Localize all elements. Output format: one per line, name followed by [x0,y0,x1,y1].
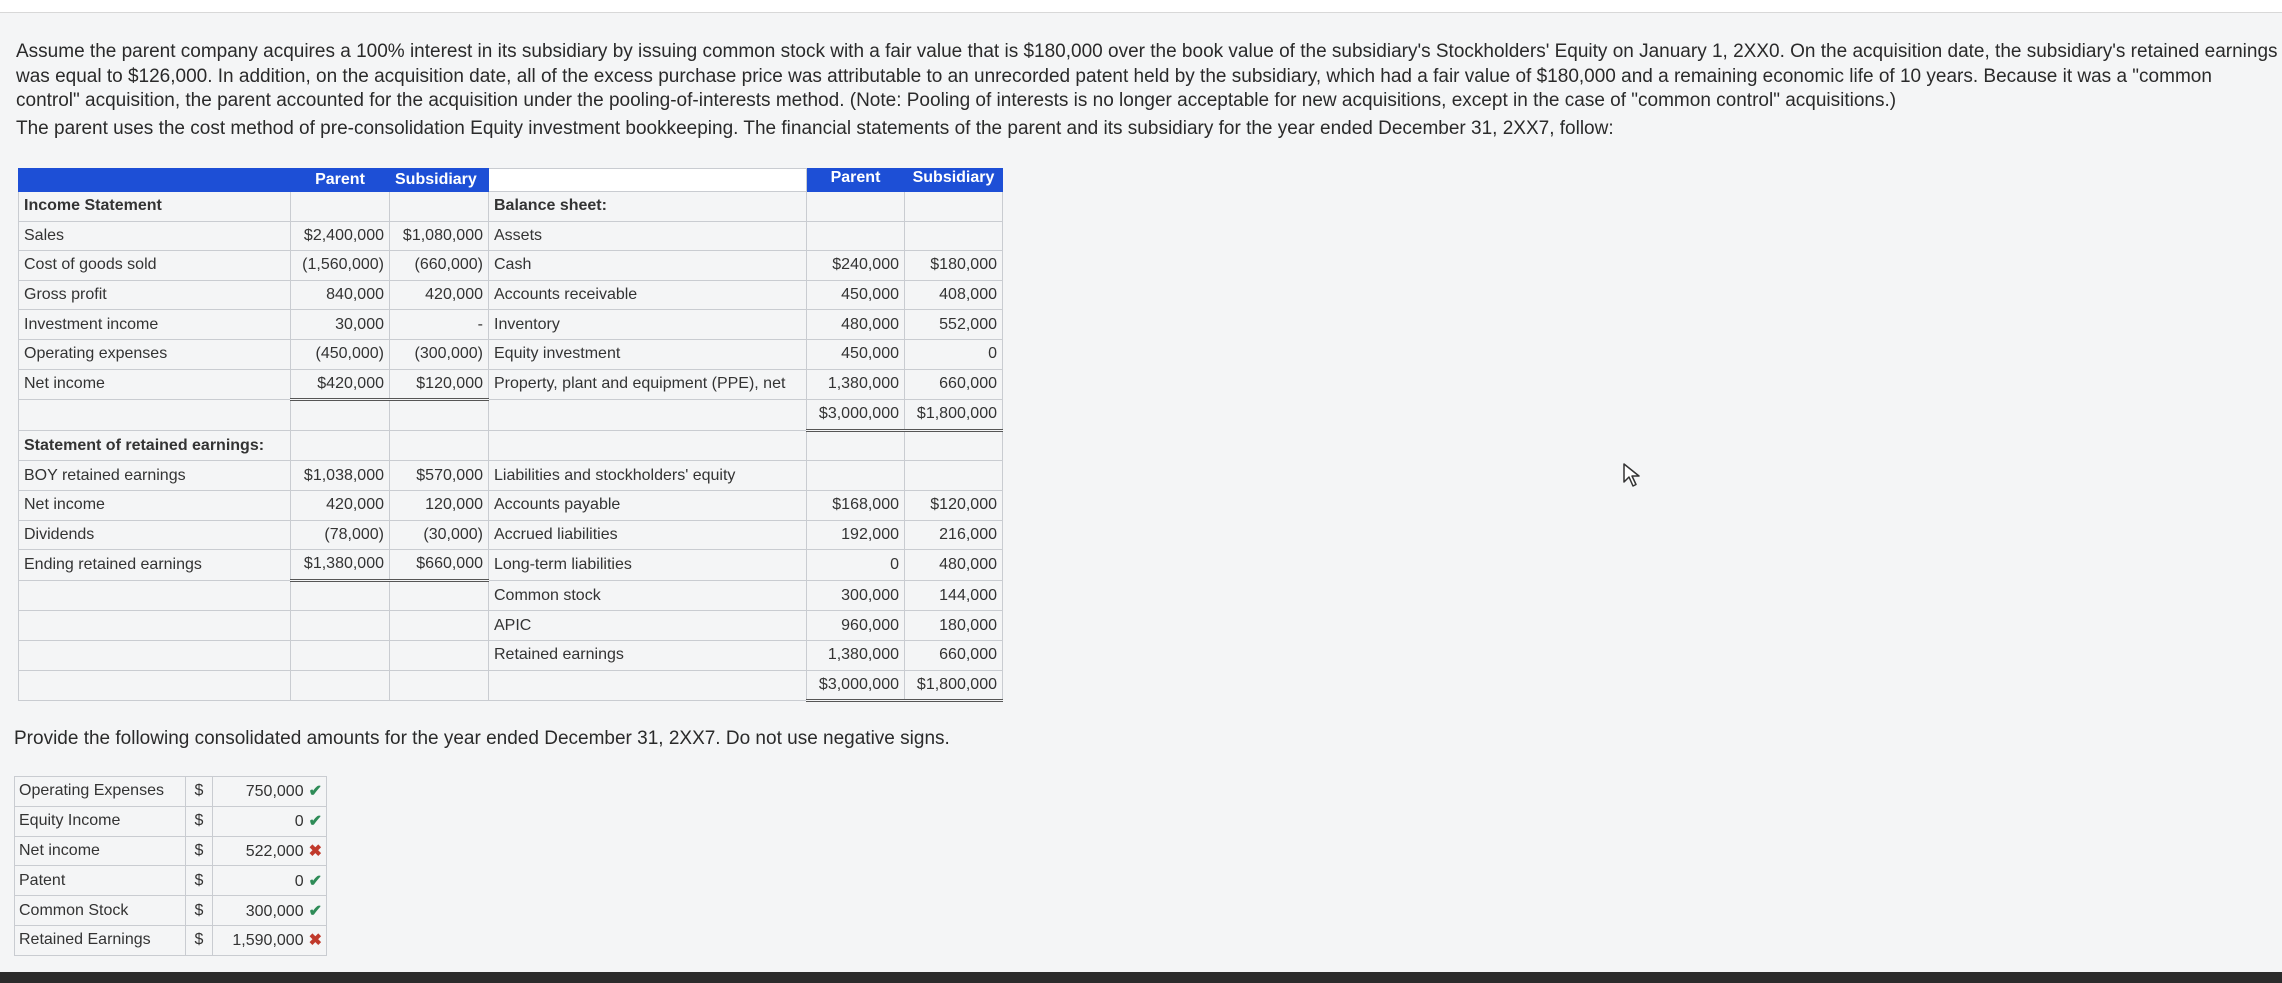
liab-total-sub: $1,800,000 [905,670,1003,701]
re-label: Dividends [19,520,291,550]
header-subsidiary-right: Subsidiary [905,169,1003,192]
table-row [19,310,1003,340]
table-row [19,580,1003,611]
retained-earnings-input[interactable] [213,925,327,955]
bs-sub-value: $120,000 [905,490,1003,520]
table-row [19,430,1003,461]
is-parent-value: (1,560,000) [291,251,390,281]
answer-row [15,866,327,896]
answers-table [14,776,327,956]
bs-label: Inventory [489,310,807,340]
currency-symbol: $ [186,866,213,896]
header-subsidiary-left: Subsidiary [390,169,489,192]
answer-row [15,836,327,866]
is-parent-value: 840,000 [291,280,390,310]
bs-label: Long-term liabilities [489,550,807,581]
is-parent-value: 30,000 [291,310,390,340]
bs-sub-value: 408,000 [905,280,1003,310]
income-statement-title: Income Statement [19,192,291,222]
is-label: Operating expenses [19,339,291,369]
re-parent-value: $1,380,000 [291,550,390,581]
bs-parent-value: 450,000 [807,339,905,369]
currency-symbol: $ [186,896,213,926]
currency-symbol: $ [186,777,213,807]
re-sub-value: (30,000) [390,520,489,550]
table-row [19,520,1003,550]
bs-parent-value: 0 [807,550,905,581]
bs-label: APIC [489,611,807,641]
check-icon: ✔ [308,783,322,801]
table-row [19,640,1003,670]
bottom-bar [0,972,2282,983]
bs-parent-value: 450,000 [807,280,905,310]
bs-label: Equity investment [489,339,807,369]
answer-label: Common Stock [15,896,186,926]
bs-label: Common stock [489,580,807,611]
bs-sub-value: 660,000 [905,640,1003,670]
table-header-row [19,169,1003,192]
answer-label: Operating Expenses [15,777,186,807]
bs-parent-value: 1,380,000 [807,369,905,400]
table-row [19,490,1003,520]
answer-row [15,925,327,955]
is-sub-value: 420,000 [390,280,489,310]
bs-parent-value: 192,000 [807,520,905,550]
table-row [19,670,1003,701]
assets-label: Assets [489,221,807,251]
table-row [19,280,1003,310]
answer-value: 750,000 [245,783,304,801]
equity-income-input[interactable] [213,806,327,836]
bs-label: Accounts receivable [489,280,807,310]
table-row [19,550,1003,581]
table-row [19,221,1003,251]
re-sub-value: 120,000 [390,490,489,520]
answer-row [15,777,327,807]
table-row [19,369,1003,400]
answer-label: Net income [15,836,186,866]
problem-paragraph-2: The parent uses the cost method of pre-consolidation Equity investment bookkeeping. The financial statements of the parent and its subsidiary for the year ended December 31, 2XX7, follow: [16,118,1614,139]
balance-sheet-title: Balance sheet: [489,192,807,222]
check-icon: ✔ [308,813,322,831]
check-icon: ✔ [308,902,322,920]
header-parent-left: Parent [291,169,390,192]
bs-sub-value: 144,000 [905,580,1003,611]
currency-symbol: $ [186,836,213,866]
common-stock-input[interactable] [213,896,327,926]
bs-label: Accounts payable [489,490,807,520]
table-row [19,611,1003,641]
bs-label: Property, plant and equipment (PPE), net [489,369,807,400]
currency-symbol: $ [186,925,213,955]
bs-sub-value: $180,000 [905,251,1003,281]
bs-sub-value: 0 [905,339,1003,369]
answer-label: Retained Earnings [15,925,186,955]
bs-sub-value: 180,000 [905,611,1003,641]
bs-sub-value: 552,000 [905,310,1003,340]
bs-parent-value: 960,000 [807,611,905,641]
bs-parent-value: 480,000 [807,310,905,340]
cross-icon: ✖ [308,932,322,950]
answer-value: 300,000 [245,902,304,920]
problem-paragraph: Assume the parent company acquires a 100% interest in its subsidiary by issuing common stock with a fair value that is $180,000 over the book value of the subsidiary's Stockholders' Equity on January 1, 2XX0. On the acquisition date, the subsidiary's retained earnings was equal to $126,000. In addition, on the acquisition date, all of the excess purchase price was attributable to an unrecorded patent held by the subsidiary, which had a fair value of $180,000 and a remaining economic life of 10 years. Because it was a "common control" acquisition, the parent accounted for the acquisition under the pooling-of-interests method. (Note: Pooling of interests is no longer acceptable for new acquisitions, except in the case of "common control" acquisitions.) [16,41,2278,111]
re-label: Net income [19,490,291,520]
is-parent-value: $2,400,000 [291,221,390,251]
re-label: BOY retained earnings [19,461,291,491]
check-icon: ✔ [308,872,322,890]
is-label: Sales [19,221,291,251]
is-label: Gross profit [19,280,291,310]
assets-total-parent: $3,000,000 [807,400,905,431]
bs-sub-value: 216,000 [905,520,1003,550]
table-row [19,251,1003,281]
is-label: Investment income [19,310,291,340]
answer-label: Equity Income [15,806,186,836]
assets-total-sub: $1,800,000 [905,400,1003,431]
is-sub-value: - [390,310,489,340]
bs-sub-value: 660,000 [905,369,1003,400]
liabilities-label: Liabilities and stockholders' equity [489,461,807,491]
re-label: Ending retained earnings [19,550,291,581]
re-parent-value: 420,000 [291,490,390,520]
table-row [19,461,1003,491]
answer-value: 522,000 [245,842,304,860]
financial-statements-table [18,168,1003,702]
is-parent-value: $420,000 [291,369,390,400]
answer-row [15,806,327,836]
patent-input[interactable] [213,866,327,896]
cross-icon: ✖ [308,842,322,860]
bs-parent-value: 300,000 [807,580,905,611]
is-sub-value: $120,000 [390,369,489,400]
bs-parent-value: $168,000 [807,490,905,520]
answer-label: Patent [15,866,186,896]
bs-parent-value: 1,380,000 [807,640,905,670]
is-label: Cost of goods sold [19,251,291,281]
question-prompt: Provide the following consolidated amounts for the year ended December 31, 2XX7. Do not use negative signs. [14,728,950,749]
is-label: Net income [19,369,291,400]
bs-parent-value: $240,000 [807,251,905,281]
table-row [19,400,1003,431]
answer-value: 0 [294,813,304,831]
is-sub-value: (660,000) [390,251,489,281]
mouse-pointer-icon [1622,462,1644,488]
currency-symbol: $ [186,806,213,836]
re-sub-value: $570,000 [390,461,489,491]
bs-label: Accrued liabilities [489,520,807,550]
re-parent-value: $1,038,000 [291,461,390,491]
table-row [19,192,1003,222]
bs-label: Cash [489,251,807,281]
table-row [19,339,1003,369]
is-sub-value: $1,080,000 [390,221,489,251]
bs-sub-value: 480,000 [905,550,1003,581]
re-sub-value: $660,000 [390,550,489,581]
header-parent-right: Parent [807,169,905,192]
retained-earnings-title: Statement of retained earnings: [19,430,291,461]
re-parent-value: (78,000) [291,520,390,550]
net-income-input[interactable] [213,836,327,866]
top-bar [0,0,2282,13]
bs-label: Retained earnings [489,640,807,670]
liab-total-parent: $3,000,000 [807,670,905,701]
answer-row [15,896,327,926]
operating-expenses-input[interactable] [213,777,327,807]
answer-value: 0 [294,872,304,890]
is-sub-value: (300,000) [390,339,489,369]
answer-value: 1,590,000 [232,932,304,950]
is-parent-value: (450,000) [291,339,390,369]
